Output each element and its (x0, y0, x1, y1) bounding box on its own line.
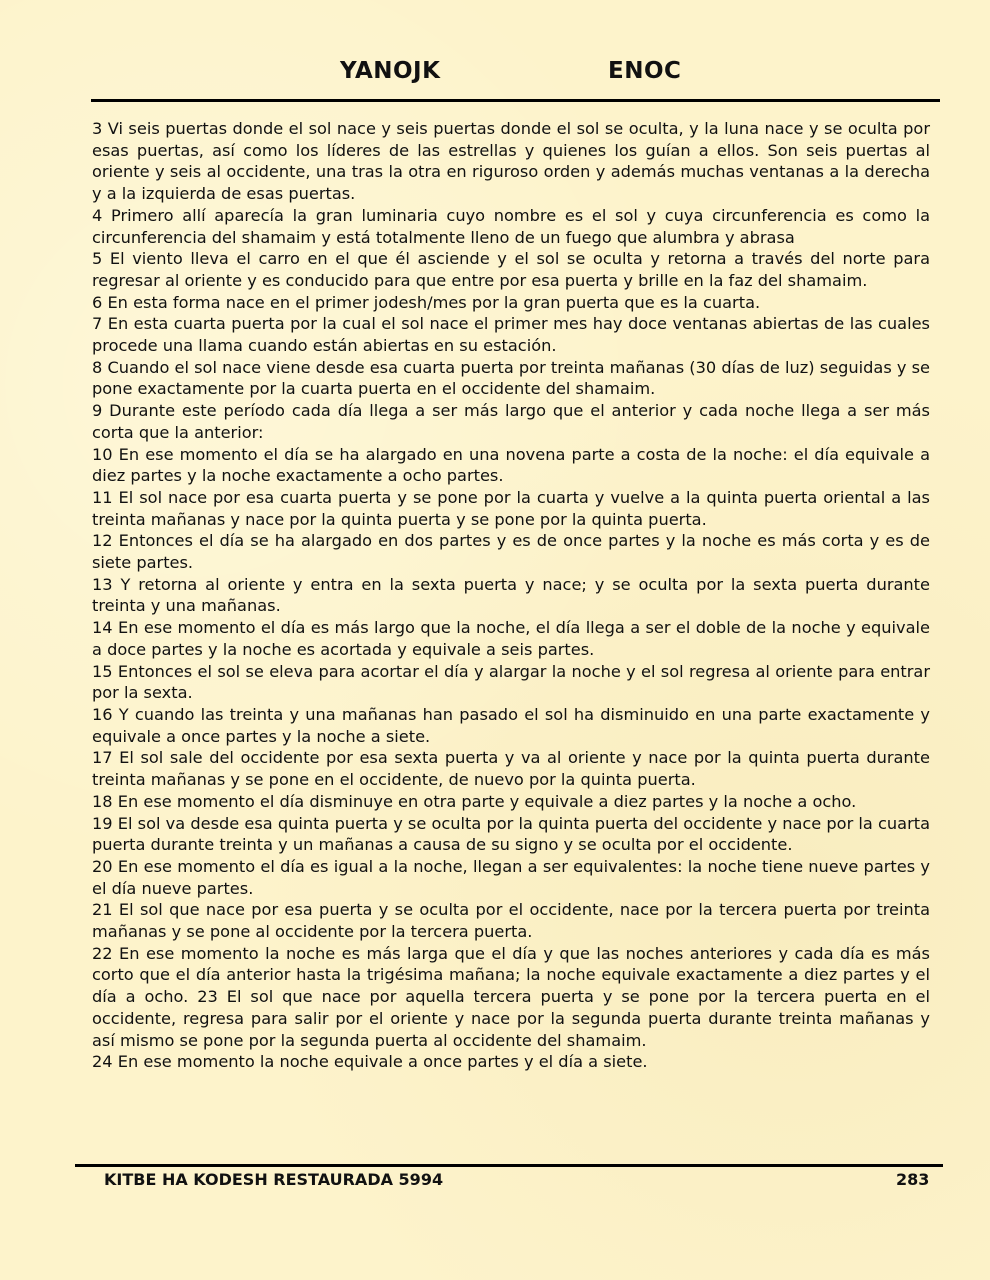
verse-paragraph: 22 En ese momento la noche es más larga que el día y que las noches anteriores y cada día es más corto que el día anterior hasta la trigésima mañana; la noche equivale exactamente a diez partes y el día a ocho. 23 El sol que nace por aquella tercera puerta y se pone por la tercera puerta en el occidente, regresa para salir por el oriente y nace por la segunda puerta durante treinta mañanas y así mismo se pone por la segunda puerta al occidente del shamaim. (92, 943, 930, 1050)
body-text (92, 118, 930, 1073)
header-rule (91, 99, 940, 102)
verse-paragraph: 24 En ese momento la noche equivale a once partes y el día a siete. (92, 1052, 648, 1072)
verse-paragraph: 7 En esta cuarta puerta por la cual el sol nace el primer mes hay doce ventanas abiertas de las cuales procede una llama cuando están abiertas en su estación. (92, 314, 930, 356)
verse-paragraph: 8 Cuando el sol nace viene desde esa cuarta puerta por treinta mañanas (30 días de luz) seguidas y se pone exactamente por la cuarta puerta en el occidente del shamaim. (92, 357, 931, 399)
header-title-left: YANOJK (340, 58, 441, 84)
footer-rule (75, 1164, 943, 1167)
verse-paragraph: 15 Entonces el sol se eleva para acortar el día y alargar la noche y el sol regresa al oriente para entrar por la sexta. (92, 661, 930, 703)
verse-paragraph: 6 En esta forma nace en el primer jodesh/mes por la gran puerta que es la cuarta. (92, 292, 761, 312)
verse-paragraph: 17 El sol sale del occidente por esa sexta puerta y va al oriente y nace por la quinta puerta durante treinta mañanas y se pone en el occidente, de nuevo por la quinta puerta. (92, 748, 930, 790)
page-header (0, 58, 990, 92)
verse-paragraph: 20 En ese momento el día es igual a la noche, llegan a ser equivalentes: la noche tiene nueve partes y el día nueve partes. (92, 856, 930, 898)
verse-paragraph: 9 Durante este período cada día llega a ser más largo que el anterior y cada noche llega a ser más corta que la anterior: (92, 401, 930, 442)
verse-paragraph: 4 Primero allí aparecía la gran luminaria cuyo nombre es el sol y cuya circunferencia es como la circunferencia del shamaim y está totalmente lleno de un fuego que alumbra y abrasa (92, 205, 930, 247)
page-number: 283 (896, 1170, 930, 1189)
verse-paragraph: 12 Entonces el día se ha alargado en dos partes y es de once partes y la noche es más corta y es de siete partes. (92, 531, 930, 573)
verse-paragraph: 5 El viento lleva el carro en el que él asciende y el sol se oculta y retorna a través del norte para regresar al oriente y es conducido para que entre por esa puerta y brille en la faz del shamaim. (92, 249, 930, 290)
footer-book-title: KITBE HA KODESH RESTAURADA 5994 (104, 1170, 444, 1189)
header-title-right: ENOC (608, 58, 682, 84)
verse-paragraph: 18 En ese momento el día disminuye en otra parte y equivale a diez partes y la noche a ocho. (92, 791, 857, 811)
verse-paragraph: 14 En ese momento el día es más largo que la noche, el día llega a ser el doble de la noche y equivale a doce partes y la noche es acortada y equivale a seis partes. (92, 618, 930, 659)
verse-paragraph: 19 El sol va desde esa quinta puerta y se oculta por la quinta puerta del occidente y nace por la cuarta puerta durante treinta y un mañanas a causa de su signo y se oculta por el occidente. (92, 813, 930, 855)
verse-paragraph: 21 El sol que nace por esa puerta y se oculta por el occidente, nace por la tercera puerta por treinta mañanas y se pone al occidente por la tercera puerta. (92, 900, 930, 942)
verse-paragraph: 13 Y retorna al oriente y entra en la sexta puerta y nace; y se oculta por la sexta puerta durante treinta y una mañanas. (92, 574, 930, 616)
verse-paragraph: 10 En ese momento el día se ha alargado en una novena parte a costa de la noche: el día equivale a diez partes y la noche exactamente a ocho partes. (92, 444, 930, 486)
verse-paragraph: 11 El sol nace por esa cuarta puerta y se pone por la cuarta y vuelve a la quinta puerta oriental a las treinta mañanas y nace por la quinta puerta y se pone por la quinta puerta. (92, 487, 930, 529)
verse-paragraph: 16 Y cuando las treinta y una mañanas han pasado el sol ha disminuido en una parte exactamente y equivale a once partes y la noche a siete. (92, 704, 930, 746)
verse-paragraph: 3 Vi seis puertas donde el sol nace y seis puertas donde el sol se oculta, y la luna nace y se oculta por esas puertas, así como los líderes de las estrellas y quienes los guían a ellos. Son seis puertas al oriente y seis al occidente, una tras la otra en riguroso orden y además muchas ventanas a la derecha y a la izquierda de esas puertas. (92, 119, 930, 204)
